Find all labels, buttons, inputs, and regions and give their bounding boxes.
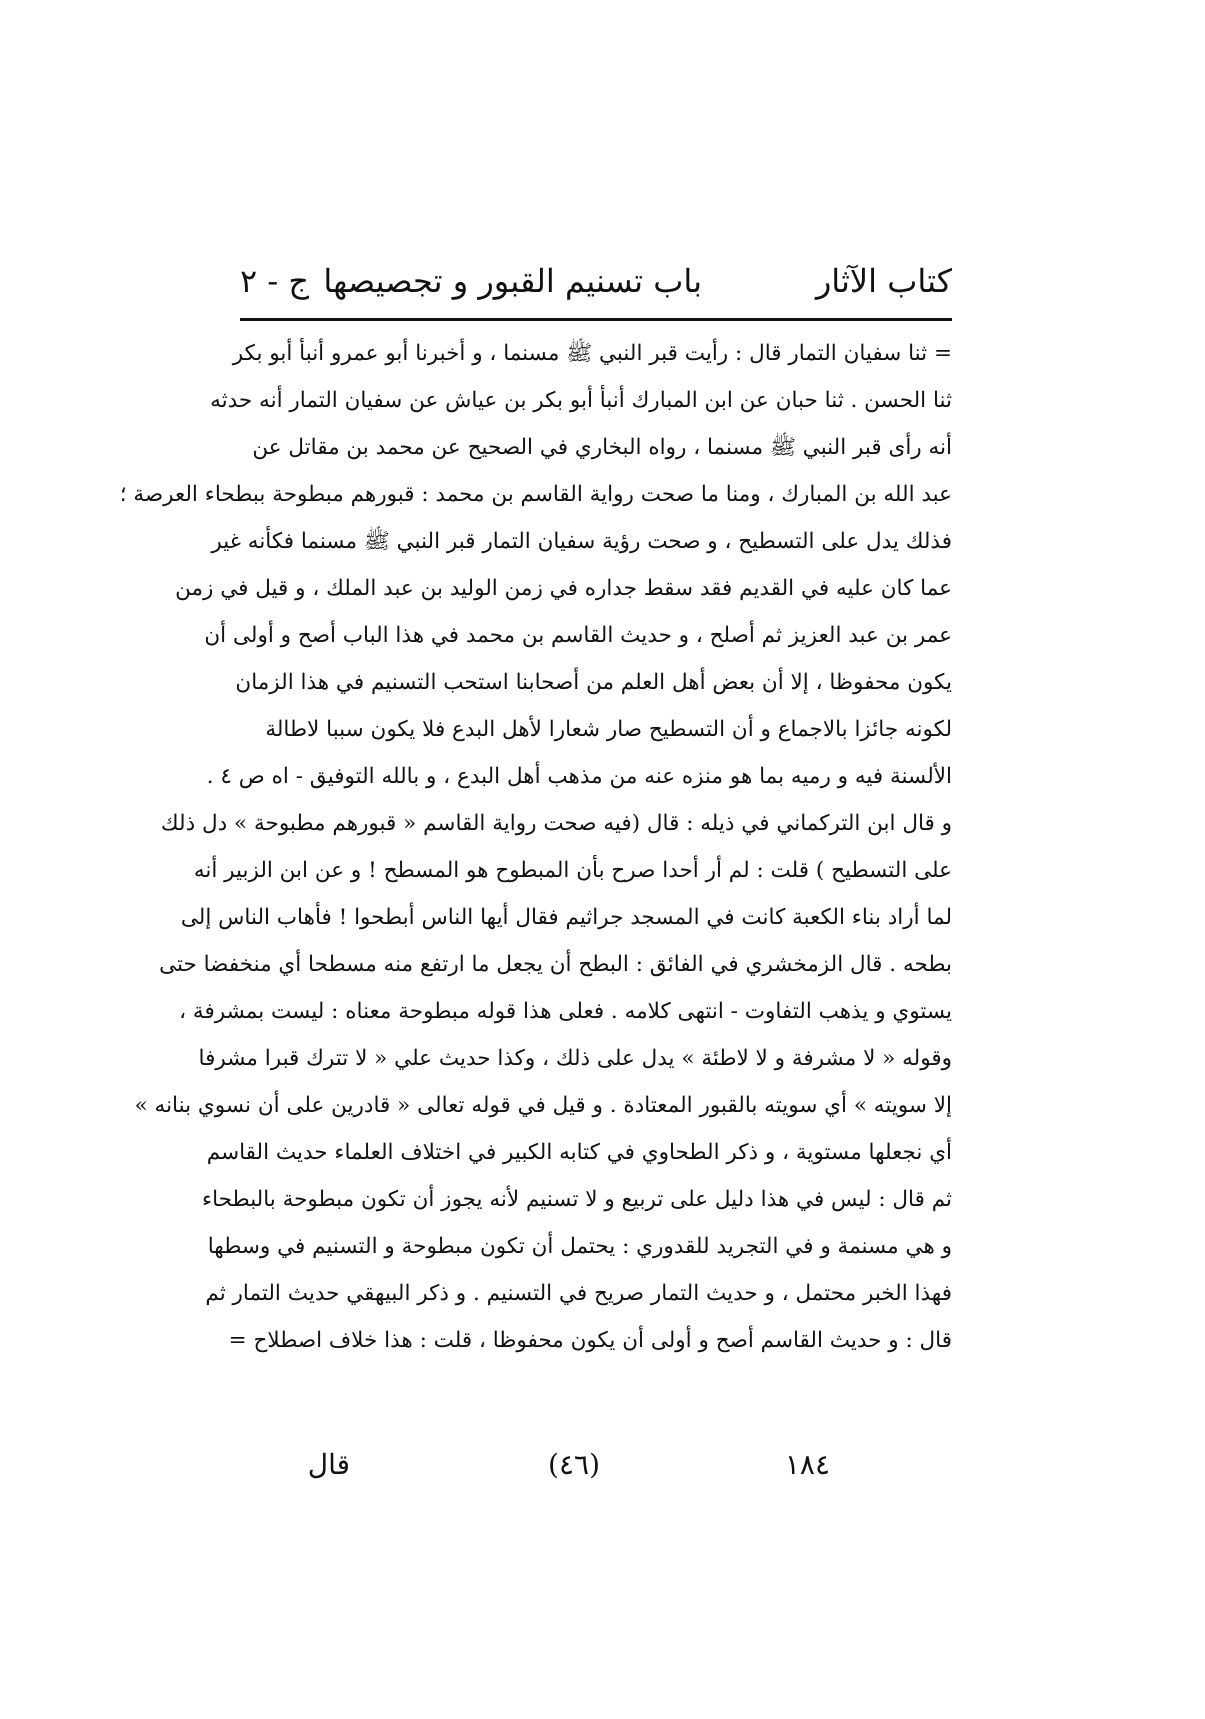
catchword: قال (307, 1448, 350, 1481)
text-line: عمر بن عبد العزيز ثم أصلح ، و حديث القاسم بن محمد في هذا الباب أصح و أولى أن (204, 623, 952, 648)
book-title: كتاب الآثار (815, 262, 952, 300)
page-number: ١٨٤ (784, 1448, 830, 1481)
text-line: بطحه . قال الزمخشري في الفائق : البطح أن يجعل ما ارتفع منه مسطحا أي منخفضا حتى (159, 952, 952, 977)
body-text (119, 330, 952, 1364)
text-line: الألسنة فيه و رميه بما هو منزه عنه من مذهب أهل البدع ، و بالله التوفيق - اه ص ٤ . (206, 764, 952, 789)
text-line: على التسطيح ) قلت : لم أر أحدا صرح بأن المبطوح هو المسطح ! و عن ابن الزبير أنه (193, 858, 952, 883)
volume-label: ج - ٢ (240, 262, 309, 300)
text-line: ثم قال : ليس في هذا دليل على تربيع و لا تسنيم لأنه يجوز أن تكون مبطوحة بالبطحاء (202, 1187, 952, 1212)
text-line: لكونه جائزا بالاجماع و أن التسطيح صار شعارا لأهل البدع فلا يكون سببا لاطالة (265, 717, 952, 742)
page-footer (270, 1448, 930, 1488)
header-rule (240, 318, 952, 321)
text-line: أنه رأى قبر النبي ﷺ مسنما ، رواه البخاري في الصحيح عن محمد بن مقاتل عن (252, 435, 952, 460)
running-header (240, 262, 952, 310)
text-line: و قال ابن التركماني في ذيله : قال (فيه صحت رواية القاسم « قبورهم مطبوحة » دل ذلك (160, 811, 952, 836)
chapter-title: باب تسنيم القبور و تجصيصها (323, 262, 702, 300)
text-line: = ثنا سفيان التمار قال : رأيت قبر النبي ﷺ مسنما ، و أخبرنا أبو عمرو أنبأ أبو بكر (232, 341, 952, 366)
text-line: فذلك يدل على التسطيح ، و صحت رؤية سفيان التمار قبر النبي ﷺ مسنما فكأنه غير (211, 529, 952, 554)
text-line: لما أراد بناء الكعبة كانت في المسجد جراثيم فقال أيها الناس أبطحوا ! فأهاب الناس إلى (180, 905, 952, 930)
text-line: ثنا الحسن . ثنا حبان عن ابن المبارك أنبأ أبو بكر بن عياش عن سفيان التمار أنه حدثه (210, 388, 952, 413)
text-line: أي نجعلها مستوية ، و ذكر الطحاوي في كتابه الكبير في اختلاف العلماء حديث القاسم (206, 1140, 952, 1165)
text-line: وقوله « لا مشرفة و لا لاطئة » يدل على ذلك ، وكذا حديث علي « لا تترك قبرا مشرفا (198, 1046, 952, 1071)
text-line: يكون محفوظا ، إلا أن بعض أهل العلم من أصحابنا استحب التسنيم في هذا الزمان (235, 670, 952, 695)
text-line: عبد الله بن المبارك ، ومنا ما صحت رواية القاسم بن محمد : قبورهم مبطوحة ببطحاء العرصة ؛ (119, 482, 952, 507)
text-line: و هي مسنمة و في التجريد للقدوري : يحتمل أن تكون مبطوحة و التسنيم في وسطها (207, 1234, 952, 1259)
text-line: إلا سويته » أي سويته بالقبور المعتادة . و قيل في قوله تعالى « قادرين على أن نسوي بنانه » (134, 1093, 952, 1118)
text-line: يستوي و يذهب التفاوت - انتهى كلامه . فعلى هذا قوله مبطوحة معناه : ليست بمشرفة ، (179, 999, 952, 1024)
text-line: عما كان عليه في القديم فقد سقط جداره في زمن الوليد بن عبد الملك ، و قيل في زمن (175, 576, 952, 601)
text-line: قال : و حديث القاسم أصح و أولى أن يكون محفوظا ، قلت : هذا خلاف اصطلاح = (228, 1328, 952, 1353)
text-line: فهذا الخبر محتمل ، و حديث التمار صريح في التسنيم . و ذكر البيهقي حديث التمار ثم (205, 1281, 952, 1306)
signature-mark: (٤٦) (548, 1448, 600, 1481)
